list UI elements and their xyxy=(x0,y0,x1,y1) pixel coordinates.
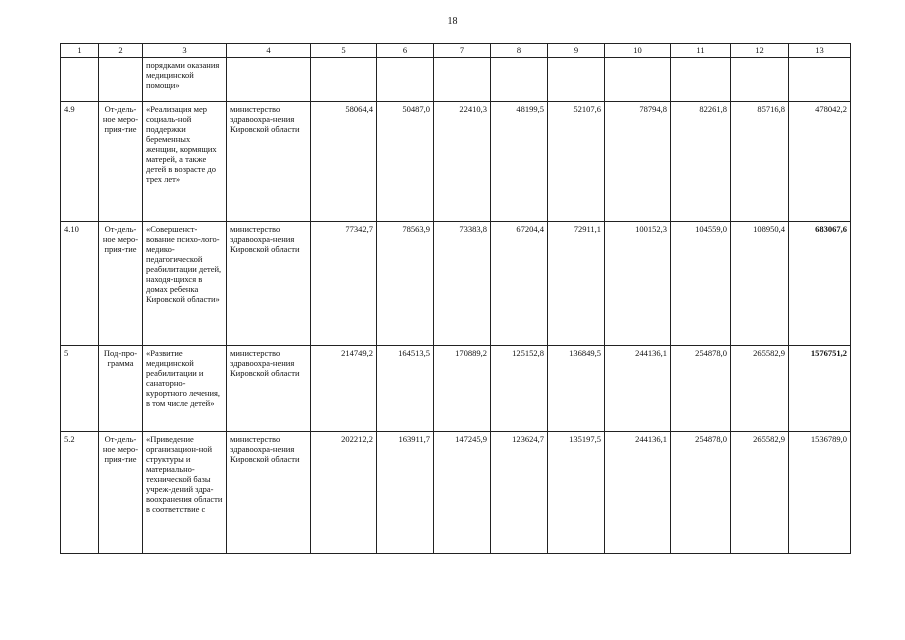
year-value-cell: 136849,5 xyxy=(548,346,605,432)
year-value-cell: 202212,2 xyxy=(311,432,377,554)
total-value-cell xyxy=(789,58,851,102)
year-value-cell xyxy=(731,58,789,102)
year-value-cell xyxy=(377,58,434,102)
program-name-cell: «Совершенст-вование психо-лого-медико-педагогической реабилитации детей, находя-щихся в домах ребенка Кировской области» xyxy=(143,222,227,346)
total-value-cell: 683067,6 xyxy=(789,222,851,346)
column-number-cell: 12 xyxy=(731,44,789,58)
item-number-cell: 5 xyxy=(61,346,99,432)
item-number-cell: 4.10 xyxy=(61,222,99,346)
year-value-cell: 244136,1 xyxy=(605,432,671,554)
table-row xyxy=(61,346,851,432)
year-value-cell: 123624,7 xyxy=(491,432,548,554)
status-cell: От-дель-ное меро-прия-тие xyxy=(99,222,143,346)
table-row xyxy=(61,58,851,102)
year-value-cell: 214749,2 xyxy=(311,346,377,432)
year-value-cell: 78794,8 xyxy=(605,102,671,222)
column-number-cell: 8 xyxy=(491,44,548,58)
column-number-row xyxy=(61,44,851,58)
year-value-cell: 73383,8 xyxy=(434,222,491,346)
year-value-cell: 265582,9 xyxy=(731,432,789,554)
column-number-cell: 2 xyxy=(99,44,143,58)
year-value-cell: 254878,0 xyxy=(671,346,731,432)
year-value-cell xyxy=(605,58,671,102)
year-value-cell: 22410,3 xyxy=(434,102,491,222)
executor-cell: министерство здравоохра-нения Кировской области xyxy=(227,222,311,346)
column-number-cell: 9 xyxy=(548,44,605,58)
year-value-cell: 163911,7 xyxy=(377,432,434,554)
status-cell: От-дель-ное меро-прия-тие xyxy=(99,432,143,554)
year-value-cell: 72911,1 xyxy=(548,222,605,346)
year-value-cell: 50487,0 xyxy=(377,102,434,222)
item-number-cell: 5.2 xyxy=(61,432,99,554)
year-value-cell: 164513,5 xyxy=(377,346,434,432)
program-name-cell: «Приведение организацион-ной структуры и материально-технической базы учреж-дений здра-воохранения области в соответствие с xyxy=(143,432,227,554)
year-value-cell: 170889,2 xyxy=(434,346,491,432)
year-value-cell xyxy=(434,58,491,102)
table-row xyxy=(61,102,851,222)
column-number-cell: 10 xyxy=(605,44,671,58)
year-value-cell: 78563,9 xyxy=(377,222,434,346)
total-value-cell: 478042,2 xyxy=(789,102,851,222)
column-number-cell: 1 xyxy=(61,44,99,58)
column-number-cell: 3 xyxy=(143,44,227,58)
column-number-cell: 5 xyxy=(311,44,377,58)
year-value-cell xyxy=(671,58,731,102)
year-value-cell: 100152,3 xyxy=(605,222,671,346)
table-row xyxy=(61,222,851,346)
column-number-cell: 6 xyxy=(377,44,434,58)
year-value-cell xyxy=(311,58,377,102)
year-value-cell: 135197,5 xyxy=(548,432,605,554)
status-cell: Под-про-грамма xyxy=(99,346,143,432)
item-number-cell: 4.9 xyxy=(61,102,99,222)
executor-cell: министерство здравоохра-нения Кировской области xyxy=(227,346,311,432)
executor-cell: министерство здравоохра-нения Кировской области xyxy=(227,432,311,554)
year-value-cell: 67204,4 xyxy=(491,222,548,346)
total-value-cell: 1536789,0 xyxy=(789,432,851,554)
year-value-cell: 244136,1 xyxy=(605,346,671,432)
year-value-cell: 82261,8 xyxy=(671,102,731,222)
item-number-cell xyxy=(61,58,99,102)
status-cell: От-дель-ное меро-прия-тие xyxy=(99,102,143,222)
column-number-cell: 11 xyxy=(671,44,731,58)
year-value-cell: 52107,6 xyxy=(548,102,605,222)
executor-cell: министерство здравоохра-нения Кировской области xyxy=(227,102,311,222)
executor-cell xyxy=(227,58,311,102)
page-number: 18 xyxy=(447,16,458,27)
year-value-cell: 125152,8 xyxy=(491,346,548,432)
column-number-cell: 4 xyxy=(227,44,311,58)
column-number-cell: 7 xyxy=(434,44,491,58)
program-name-cell: «Реализация мер социаль-ной поддержки беременных женщин, кормящих матерей, а также детей в возрасте до трех лет» xyxy=(143,102,227,222)
year-value-cell xyxy=(491,58,548,102)
year-value-cell: 108950,4 xyxy=(731,222,789,346)
table-row xyxy=(61,432,851,554)
year-value-cell: 85716,8 xyxy=(731,102,789,222)
program-name-cell: «Развитие медицинской реабилитации и санаторно-курортного лечения, в том числе детей» xyxy=(143,346,227,432)
budget-table xyxy=(60,43,851,554)
program-name-cell: порядками оказания медицинской помощи» xyxy=(143,58,227,102)
year-value-cell: 77342,7 xyxy=(311,222,377,346)
year-value-cell: 104559,0 xyxy=(671,222,731,346)
year-value-cell: 254878,0 xyxy=(671,432,731,554)
status-cell xyxy=(99,58,143,102)
year-value-cell: 58064,4 xyxy=(311,102,377,222)
total-value-cell: 1576751,2 xyxy=(789,346,851,432)
column-number-cell: 13 xyxy=(789,44,851,58)
year-value-cell: 147245,9 xyxy=(434,432,491,554)
year-value-cell xyxy=(548,58,605,102)
year-value-cell: 265582,9 xyxy=(731,346,789,432)
year-value-cell: 48199,5 xyxy=(491,102,548,222)
